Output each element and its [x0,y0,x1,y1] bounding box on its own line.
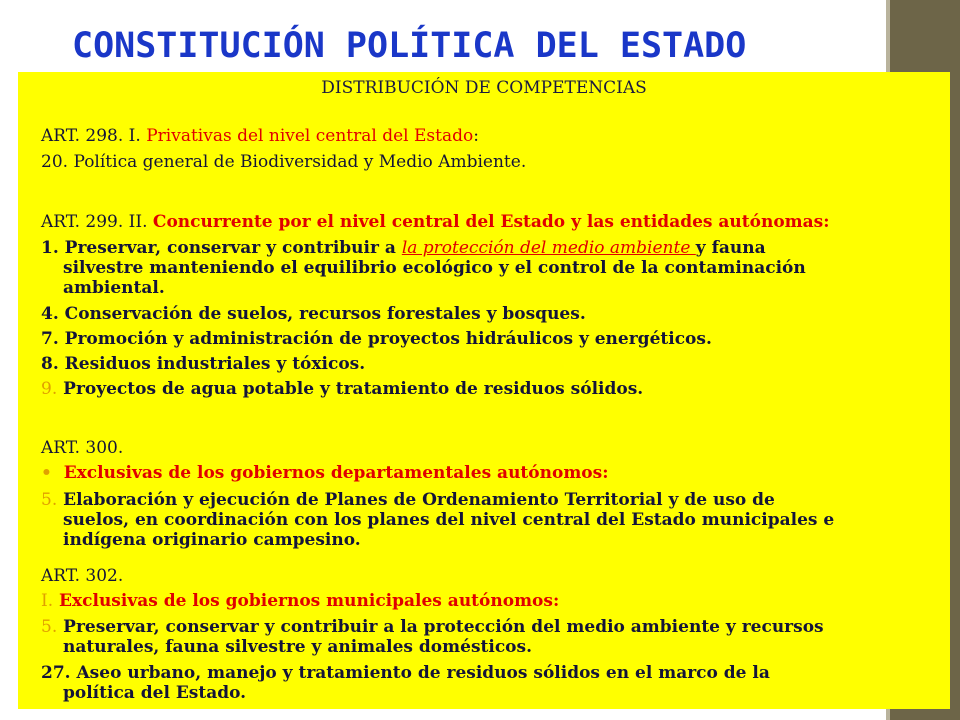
subtitle: DISTRIBUCIÓN DE COMPETENCIAS [321,78,647,98]
art302-heading-line [41,591,559,611]
art298-line [41,126,479,146]
art302-item5-text1: Preservar, conservar y contribuir a la protección del medio ambiente y recursos [63,617,824,637]
art299-item1-line3: ambiental. [63,278,165,298]
art299-item1-text-b: y fauna [695,238,766,258]
art298-prefix: ART. 298. I. [41,126,147,146]
art300-item5-line2: suelos, en coordinación con los planes del nivel central del Estado municipales e [63,510,835,530]
art300-label: ART. 300. [41,438,124,458]
art302-item27-line2: política del Estado. [63,683,247,703]
art298-heading: Privativas del nivel central del Estado [146,126,474,146]
art299-line [41,212,830,232]
art302-item5-line1 [41,617,824,637]
art300-item5-line1 [41,490,775,510]
art299-item1-link: la protección del medio ambiente [401,238,696,258]
content-panel [18,72,950,709]
art302-item5-line2: naturales, fauna silvestre y animales domésticos. [63,637,533,657]
art298-colon: : [473,126,479,146]
art302-heading: Exclusivas de los gobiernos municipales autónomos: [59,591,560,611]
art300-heading-line [41,463,609,483]
art299-item8: 8. Residuos industriales y tóxicos. [41,354,366,374]
art302-item5-number: 5. [41,617,58,637]
art300-item5-text1: Elaboración y ejecución de Planes de Ordenamiento Territorial y de uso de [63,490,775,510]
art299-prefix: ART. 299. II. [41,212,153,232]
art300-item5-line3: indígena originario campesino. [63,530,361,550]
art299-item9-number: 9. [41,379,58,399]
art299-item9-text: Proyectos de agua potable y tratamiento de residuos sólidos. [63,379,644,399]
bullet-icon: • [41,463,52,483]
art299-item7: 7. Promoción y administración de proyectos hidráulicos y energéticos. [41,329,712,349]
art299-item1-line1 [41,238,766,258]
art299-item4: 4. Conservación de suelos, recursos forestales y bosques. [41,304,586,324]
art299-item1-text-a: 1. Preservar, conservar y contribuir a [41,238,402,258]
art300-heading: Exclusivas de los gobiernos departamentales autónomos: [63,463,609,483]
slide-title: CONSTITUCIÓN POLÍTICA DEL ESTADO [72,26,747,66]
art302-roman: I. [41,591,54,611]
art302-label: ART. 302. [41,566,124,586]
art302-item27-line1: 27. Aseo urbano, manejo y tratamiento de residuos sólidos en el marco de la [41,663,770,683]
art299-heading: Concurrente por el nivel central del Estado y las entidades autónomas: [152,212,830,232]
art299-item9 [41,379,643,399]
art299-item1-line2: silvestre manteniendo el equilibrio ecológico y el control de la contaminación [63,258,806,278]
art298-item20: 20. Política general de Biodiversidad y Medio Ambiente. [41,152,527,172]
art300-item5-number: 5. [41,490,58,510]
